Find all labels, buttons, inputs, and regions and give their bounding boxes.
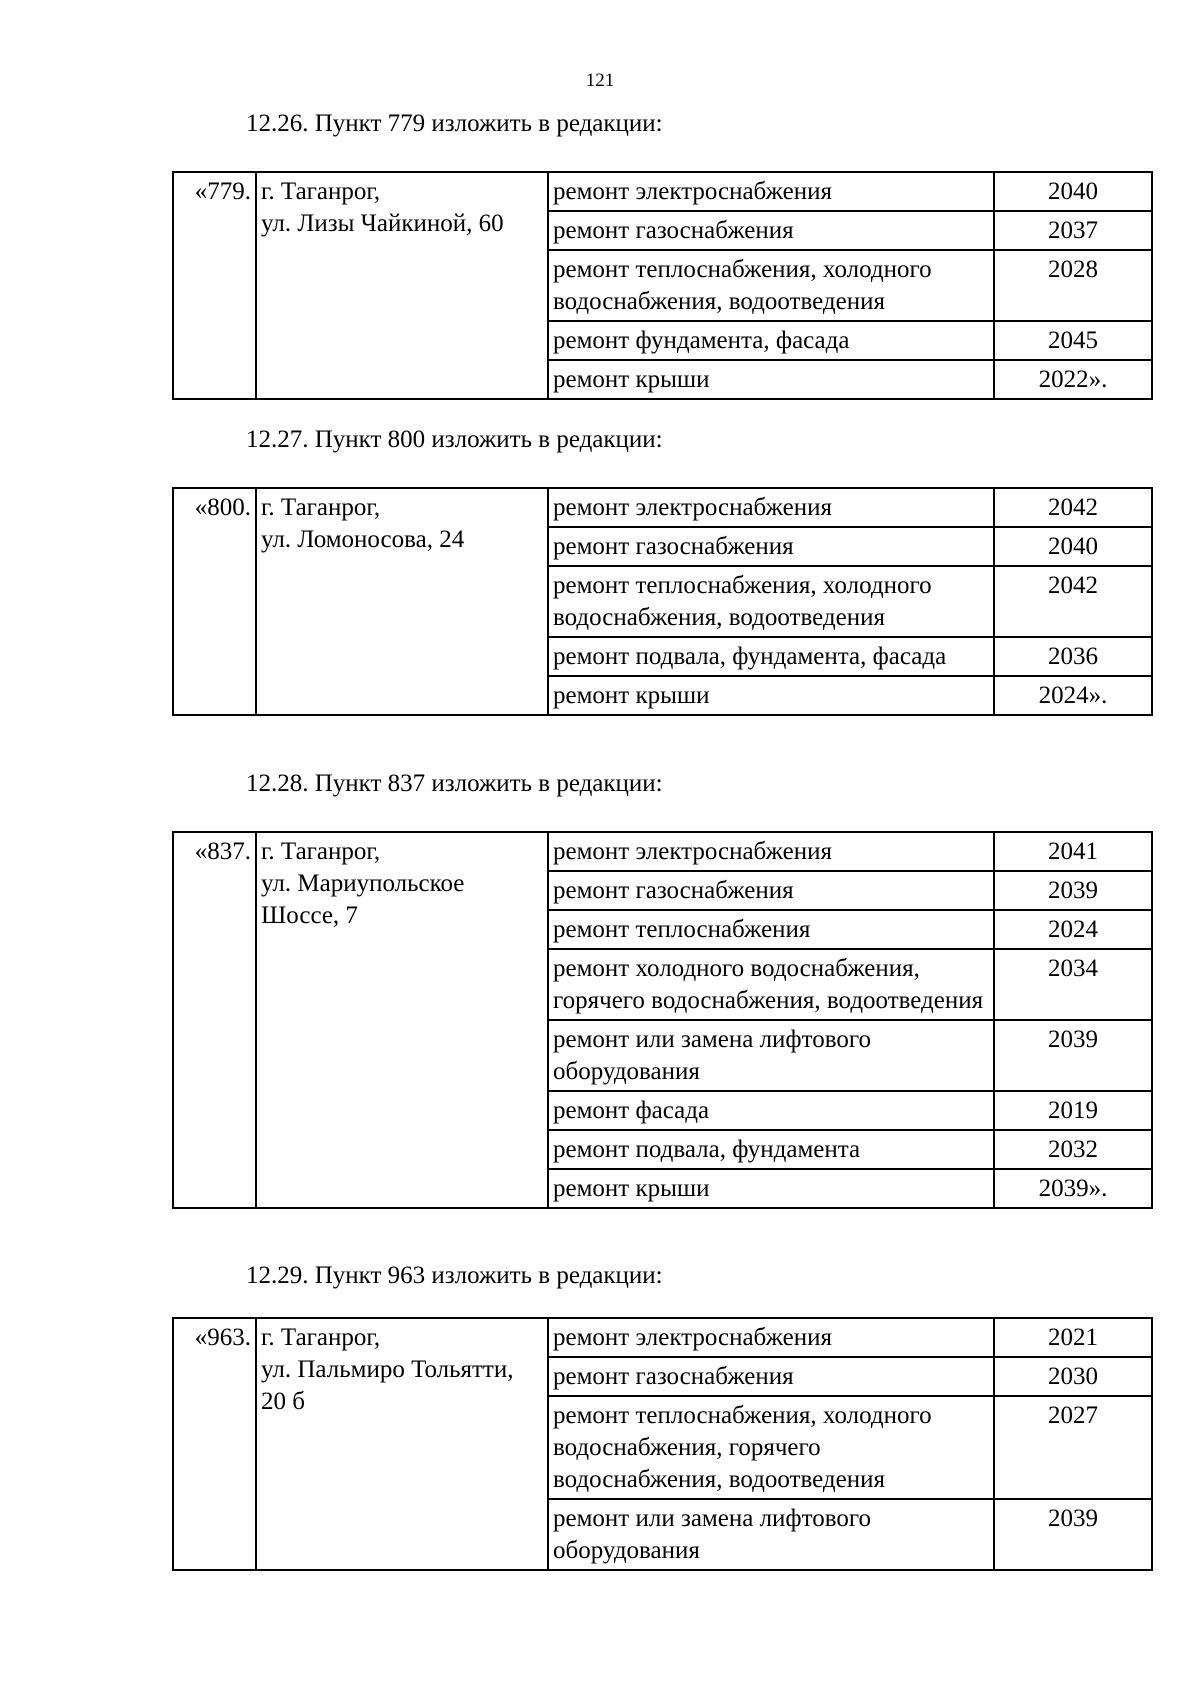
address-line: ул. Мариупольское <box>261 870 465 897</box>
address-line: 20 б <box>261 1388 305 1415</box>
address-line: г. Таганрог, <box>261 838 381 865</box>
work-type-cell <box>548 1091 994 1130</box>
work-type: ремонт электроснабжения <box>553 1324 832 1351</box>
address-line: ул. Пальмиро Тольятти, <box>261 1356 514 1383</box>
work-type: ремонт крыши <box>553 682 710 709</box>
address-cell <box>256 832 548 1208</box>
section-heading: 12.28. Пункт 837 изложить в редакции: <box>246 770 663 797</box>
planned-year: 2032 <box>994 1130 1152 1169</box>
work-type: ремонт газоснабжения <box>553 533 794 560</box>
work-type-cell <box>548 250 994 321</box>
work-type-cell <box>548 676 994 715</box>
planned-year: 2030 <box>994 1357 1152 1396</box>
section-heading: 12.29. Пункт 963 изложить в редакции: <box>246 1262 663 1289</box>
work-type-cell <box>548 321 994 360</box>
work-type: ремонт теплоснабжения, холодного водоснабжения, водоотведения <box>553 256 932 315</box>
entry-number: «800. <box>173 488 256 715</box>
planned-year: 2019 <box>994 1091 1152 1130</box>
planned-year: 2039 <box>994 1499 1152 1570</box>
work-type-cell <box>548 1318 994 1357</box>
address-line: г. Таганрог, <box>261 1324 381 1351</box>
address-line: ул. Ломоносова, 24 <box>261 526 465 553</box>
planned-year: 2040 <box>994 527 1152 566</box>
work-type: ремонт фундамента, фасада <box>553 327 850 354</box>
work-type-cell <box>548 172 994 211</box>
entry-number: «963. <box>173 1318 256 1570</box>
planned-year: 2039». <box>994 1169 1152 1208</box>
work-type-cell <box>548 211 994 250</box>
work-type-cell <box>548 832 994 871</box>
address-cell <box>256 488 548 715</box>
planned-year: 2036 <box>994 637 1152 676</box>
entry-number: «837. <box>173 832 256 1208</box>
planned-year: 2024». <box>994 676 1152 715</box>
entry-table <box>172 831 1153 1209</box>
address-line: Шоссе, 7 <box>261 902 358 929</box>
entry-table <box>172 171 1153 400</box>
address-line: г. Таганрог, <box>261 178 381 205</box>
work-type-cell <box>548 1396 994 1499</box>
work-type-cell <box>548 637 994 676</box>
planned-year: 2040 <box>994 172 1152 211</box>
planned-year: 2021 <box>994 1318 1152 1357</box>
planned-year: 2024 <box>994 910 1152 949</box>
work-type: ремонт газоснабжения <box>553 877 794 904</box>
address-line: г. Таганрог, <box>261 494 381 521</box>
address-cell <box>256 172 548 399</box>
planned-year: 2028 <box>994 250 1152 321</box>
work-type: ремонт электроснабжения <box>553 838 832 865</box>
planned-year: 2039 <box>994 871 1152 910</box>
planned-year: 2027 <box>994 1396 1152 1499</box>
work-type: ремонт теплоснабжения, холодного водоснабжения, горячего водоснабжения, водоотведения <box>553 1402 932 1493</box>
section-heading: 12.26. Пункт 779 изложить в редакции: <box>246 110 663 137</box>
work-type: ремонт крыши <box>553 366 710 393</box>
planned-year: 2037 <box>994 211 1152 250</box>
work-type-cell <box>548 949 994 1020</box>
work-type: ремонт крыши <box>553 1175 710 1202</box>
work-type-cell <box>548 1357 994 1396</box>
work-type: ремонт холодного водоснабжения, горячего водоснабжения, водоотведения <box>553 955 984 1014</box>
entry-number: «779. <box>173 172 256 399</box>
work-type: ремонт или замена лифтового оборудования <box>553 1505 871 1564</box>
work-type: ремонт или замена лифтового оборудования <box>553 1026 871 1085</box>
work-type-cell <box>548 1499 994 1570</box>
planned-year: 2042 <box>994 488 1152 527</box>
work-type: ремонт теплоснабжения <box>553 916 811 943</box>
work-type: ремонт теплоснабжения, холодного водоснабжения, водоотведения <box>553 572 932 631</box>
address-line: ул. Лизы Чайкиной, 60 <box>261 210 504 237</box>
planned-year: 2045 <box>994 321 1152 360</box>
planned-year: 2041 <box>994 832 1152 871</box>
entry-table <box>172 1317 1153 1571</box>
work-type-cell <box>548 527 994 566</box>
work-type-cell <box>548 1020 994 1091</box>
work-type-cell <box>548 566 994 637</box>
work-type-cell <box>548 910 994 949</box>
planned-year: 2039 <box>994 1020 1152 1091</box>
planned-year: 2022». <box>994 360 1152 399</box>
work-type: ремонт газоснабжения <box>553 217 794 244</box>
work-type: ремонт электроснабжения <box>553 494 832 521</box>
work-type: ремонт подвала, фундамента, фасада <box>553 643 947 670</box>
work-type-cell <box>548 488 994 527</box>
planned-year: 2034 <box>994 949 1152 1020</box>
work-type-cell <box>548 360 994 399</box>
table-row <box>173 488 1152 527</box>
work-type: ремонт фасада <box>553 1097 710 1124</box>
entry-table <box>172 487 1153 716</box>
section-heading: 12.27. Пункт 800 изложить в редакции: <box>246 426 663 453</box>
table-row <box>173 1318 1152 1357</box>
planned-year: 2042 <box>994 566 1152 637</box>
work-type-cell <box>548 871 994 910</box>
work-type-cell <box>548 1130 994 1169</box>
table-row <box>173 172 1152 211</box>
page-number: 121 <box>585 70 615 91</box>
address-cell <box>256 1318 548 1570</box>
work-type: ремонт газоснабжения <box>553 1363 794 1390</box>
work-type: ремонт подвала, фундамента <box>553 1136 861 1163</box>
table-row <box>173 832 1152 871</box>
work-type: ремонт электроснабжения <box>553 178 832 205</box>
work-type-cell <box>548 1169 994 1208</box>
